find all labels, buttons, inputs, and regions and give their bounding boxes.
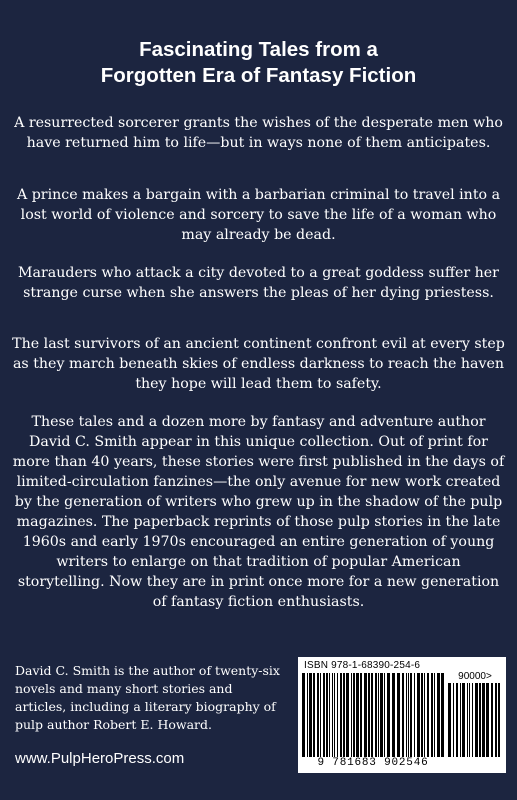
isbn-label: ISBN 978-1-68390-254-6 bbox=[304, 660, 421, 671]
isbn-barcode bbox=[298, 657, 506, 773]
price-code: 90000> bbox=[458, 671, 492, 682]
blurb-paragraph-1: A resurrected sorcerer grants the wishes of the desperate men who have returned him to life—but in ways none of them anticipates. bbox=[14, 115, 503, 151]
isbn-digits: 9 781683 902546 bbox=[317, 757, 429, 769]
blurb-paragraph-2: A prince makes a bargain with a barbarian criminal to travel into a lost world of violence and sorcery to save the life of a woman who may already be dead. bbox=[16, 187, 501, 243]
price-barcode-bars-icon bbox=[448, 683, 502, 757]
headline-line-1: Fascinating Tales from a bbox=[139, 38, 378, 61]
blurb-paragraph-5: These tales and a dozen more by fantasy and adventure author David C. Smith appear in this unique collection. Out of print for more than 40 years, these stories were first published in the days of limited-circulation fanzines—the only avenue for new work created by the generation of writers who grew up in the shadow of the pulp magazines. The paperback reprints of those pulp stories in the late 1960s and early 1970s encouraged an entire generation of young writers to enlarge on that tradition of popular American storytelling. Now they are in print once more for a new generation of fantasy fiction enthusiasts. bbox=[12, 414, 505, 610]
headline-line-2: Forgotten Era of Fantasy Fiction bbox=[100, 64, 417, 87]
barcode-bars-icon bbox=[302, 673, 444, 757]
publisher-website: www.PulpHeroPress.com bbox=[15, 750, 185, 767]
blurb-paragraph-4: The last survivors of an ancient continent confront evil at every step as they march beneath skies of endless darkness to reach the haven they hope will lead them to safety. bbox=[12, 336, 505, 392]
author-bio: David C. Smith is the author of twenty-six novels and many short stories and articles, including a literary biography of pulp author Robert E. Howard. bbox=[15, 663, 280, 732]
blurb-paragraph-3: Marauders who attack a city devoted to a great goddess suffer her strange curse when she answers the pleas of her dying priestess. bbox=[18, 265, 499, 301]
